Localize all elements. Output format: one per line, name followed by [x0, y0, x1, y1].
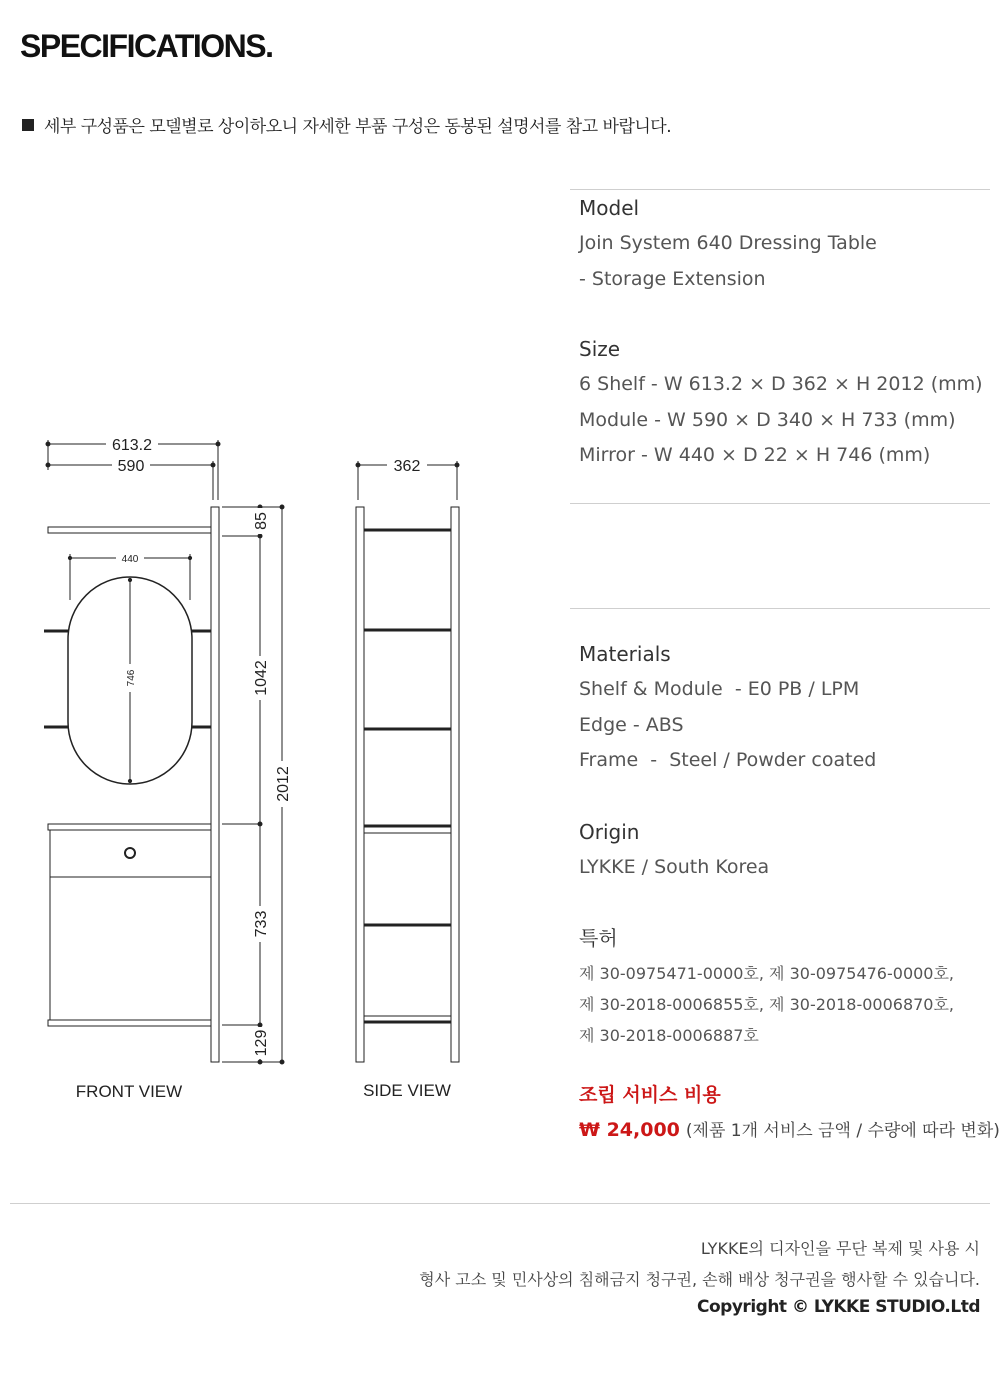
- service-price: [579, 1116, 1000, 1141]
- front-view-label: FRONT VIEW: [75, 1082, 183, 1101]
- divider: [10, 1203, 990, 1204]
- spec-patent-line: 제 30-2018-0006855호, 제 30-2018-0006870호,: [579, 995, 955, 1014]
- divider: [570, 189, 990, 190]
- service-title: 조립 서비스 비용: [579, 1084, 721, 1106]
- side-view-label: SIDE VIEW: [363, 1081, 451, 1100]
- footer-line: LYKKE의 디자인을 무단 복제 및 사용 시: [700, 1239, 980, 1258]
- spec-patent-label: 특허: [579, 926, 618, 950]
- dim-front-total-width: 613.2: [111, 437, 153, 454]
- spec-model: [579, 191, 989, 297]
- spec-size-line: Module - W 590 × D 340 × H 733 (mm): [579, 408, 956, 431]
- dim-mirror-height: 746: [126, 669, 137, 687]
- spec-patent-line: 제 30-0975471-0000호, 제 30-0975476-0000호,: [579, 964, 955, 983]
- notice-text: 세부 구성품은 모델별로 상이하오니 자세한 부품 구성은 동봉된 설명서를 참고 바랍니다.: [44, 117, 672, 137]
- technical-drawing: [0, 420, 540, 1110]
- footer-line: 형사 고소 및 민사상의 침해금지 청구권, 손해 배상 청구권을 행사할 수 있습니다.: [419, 1270, 980, 1289]
- spec-materials: [579, 637, 989, 779]
- spec-materials-line: Edge - ABS: [579, 713, 684, 736]
- spec-size-line: 6 Shelf - W 613.2 × D 362 × H 2012 (mm): [579, 373, 983, 395]
- dim-mirror-width: 440: [121, 554, 139, 565]
- spec-origin-line: LYKKE / South Korea: [579, 856, 770, 878]
- spec-size: [579, 332, 989, 474]
- spec-size-line: Mirror - W 440 × D 22 × H 746 (mm): [579, 444, 931, 466]
- dim-total-height: 2012: [275, 766, 292, 802]
- dim-bottom-gap: 129: [253, 1029, 270, 1057]
- spec-model-label: Model: [579, 196, 640, 220]
- spec-materials-line: Shelf & Module - E0 PB / LPM: [579, 678, 860, 700]
- spec-model-line: - Storage Extension: [579, 267, 766, 290]
- spec-patent-line: 제 30-2018-0006887호: [579, 1026, 759, 1045]
- dim-side-depth: 362: [393, 458, 421, 475]
- divider: [570, 608, 990, 609]
- spec-materials-label: Materials: [579, 642, 671, 666]
- spec-origin-label: Origin: [579, 820, 640, 844]
- copyright: Copyright © LYKKE STUDIO.Ltd: [697, 1297, 980, 1317]
- notice: [22, 112, 671, 137]
- spec-size-label: Size: [579, 337, 621, 361]
- divider: [570, 503, 990, 504]
- dim-module-height: 733: [253, 910, 270, 938]
- service-note: (제품 1개 서비스 금액 / 수량에 따라 변화): [685, 1121, 1000, 1141]
- spec-model-line: Join System 640 Dressing Table: [579, 232, 877, 254]
- spec-origin: [579, 815, 989, 886]
- service-amount: ₩ 24,000: [579, 1119, 680, 1141]
- square-bullet-icon: [22, 119, 34, 131]
- dim-upper-section: 1042: [253, 660, 270, 696]
- dim-top-gap: 85: [253, 512, 270, 530]
- spec-patent: [579, 921, 989, 1051]
- dim-front-module-width: 590: [117, 458, 145, 475]
- spec-materials-line: Frame - Steel / Powder coated: [579, 749, 877, 771]
- page-title: SPECIFICATIONS.: [20, 28, 273, 64]
